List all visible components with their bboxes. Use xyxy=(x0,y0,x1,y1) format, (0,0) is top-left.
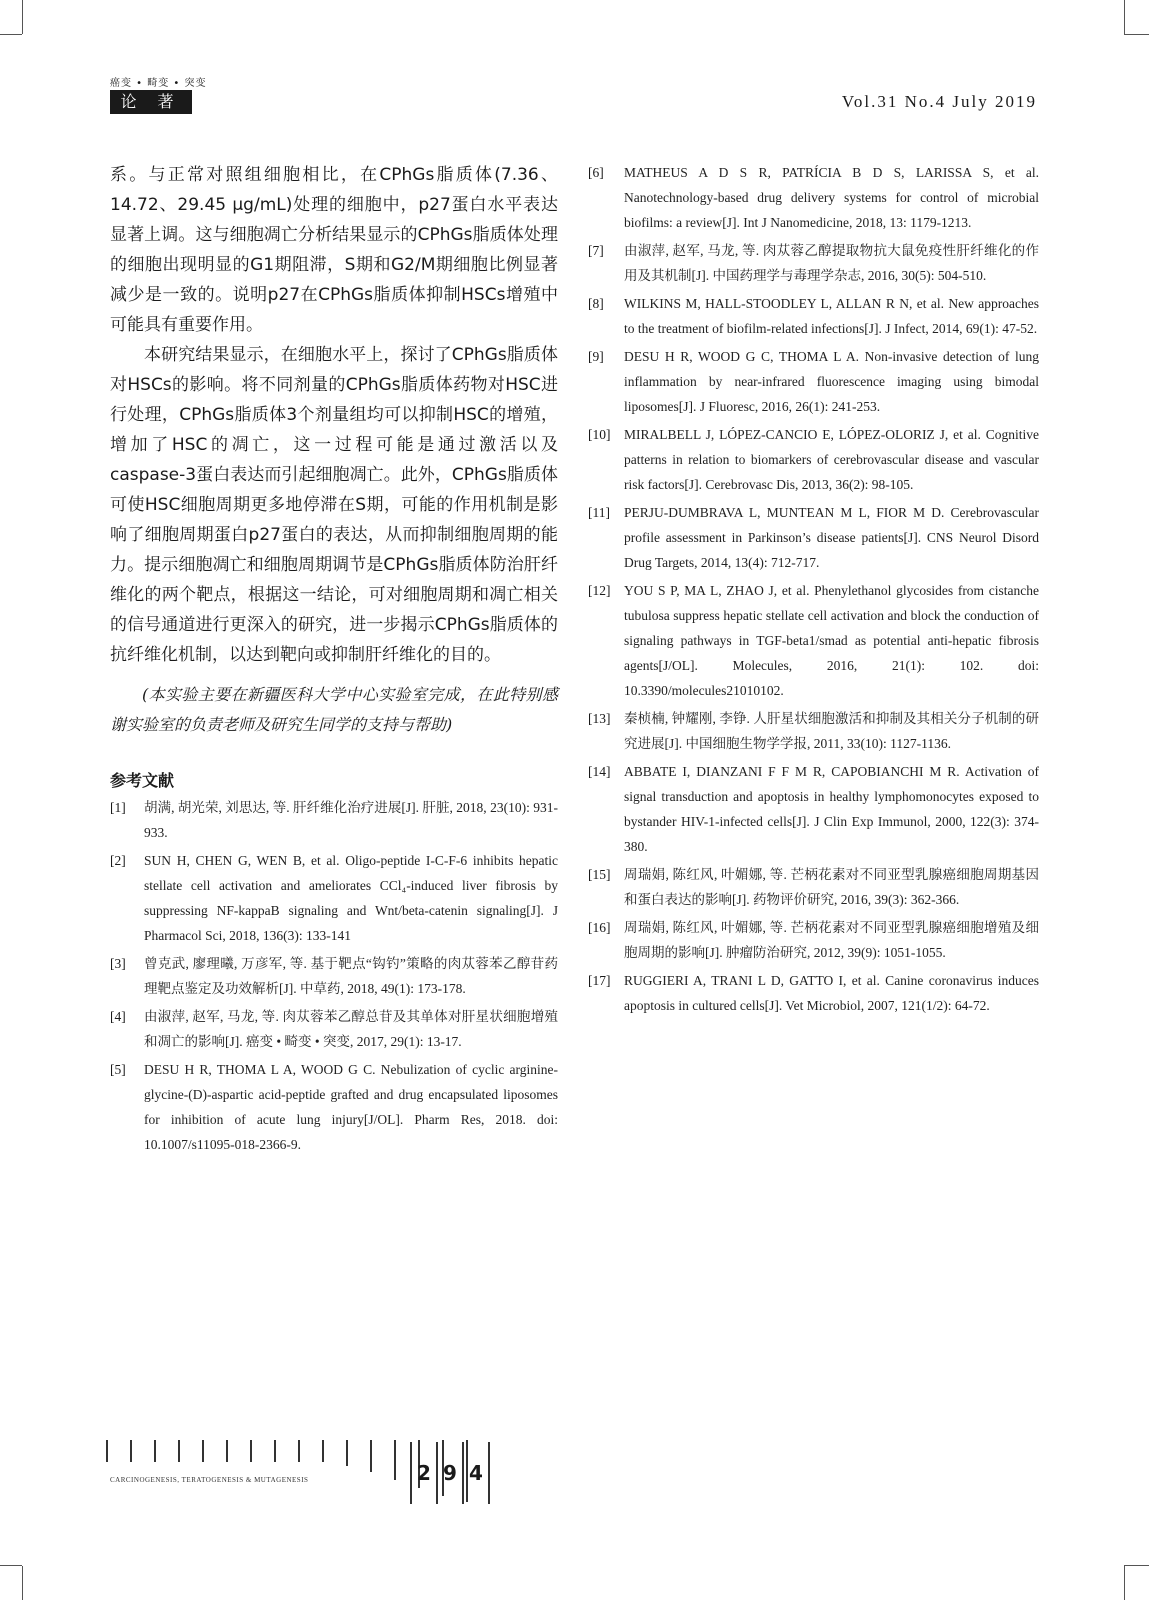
reference-text: 周瑞娟, 陈红风, 叶媚娜, 等. 芒柄花素对不同亚型乳腺癌细胞周期基因和蛋白表达的影响[J]. 药物评价研究, 2016, 39(3): 362-366. xyxy=(624,867,1039,907)
reference-text: DESU H R, WOOD G C, THOMA L A. Non-invasive detection of lung inflammation by near-infrared fluorescence imaging using bimodal liposomes[J]. J Fluoresc, 2016, 26(1): 241-253. xyxy=(624,349,1039,414)
reference-number: [16] xyxy=(588,920,611,935)
body-paragraph: 本研究结果显示，在细胞水平上，探讨了CPhGs脂质体对HSCs的影响。将不同剂量的CPhGs脂质体药物对HSC进行处理，CPhGs脂质体3个剂量组均可以抑制HSC的增殖，增加了HSC的凋亡，这一过程可能是通过激活以及caspase-3蛋白表达而引起细胞凋亡。此外，CPhGs脂质体可使HSC细胞周期更多地停滞在S期，可能的作用机制是影响了细胞周期蛋白p27蛋白的表达，从而抑制细胞周期的能力。提示细胞凋亡和细胞周期调节是CPhGs脂质体防治肝纤维化的两个靶点，根据这一结论，可对细胞周期和凋亡相关的信号通道进行更深入的研究，进一步揭示CPhGs脂质体的抗纤维化机制，以达到靶向或抑制肝纤维化的目的。 xyxy=(110,345,558,665)
page-number-digit: 4 xyxy=(462,1442,488,1504)
left-column xyxy=(110,160,558,1160)
reference-number: [13] xyxy=(588,711,611,726)
volume-info: Vol.31 No.4 July 2019 xyxy=(841,92,1037,111)
reference-number: [15] xyxy=(588,867,611,882)
reference-item xyxy=(588,968,1039,1018)
reference-text: SUN H, CHEN G, WEN B, et al. Oligo-peptide I-C-F-6 inhibits hepatic stellate cell activation and ameliorates CCl₄-induced liver fibrosis by suppressing NF-kappaB signaling and Wnt/beta-catenin signaling[J]. J Pharmacol Sci, 2018, 136(3): 133-141 xyxy=(144,853,558,943)
reference-text: 周瑞娟, 陈红风, 叶媚娜, 等. 芒柄花素对不同亚型乳腺癌细胞增殖及细胞周期的影响[J]. 肿瘤防治研究, 2012, 39(9): 1051-1055. xyxy=(624,920,1039,960)
reference-item xyxy=(588,915,1039,965)
page-number-border xyxy=(488,1442,490,1504)
reference-item xyxy=(588,344,1039,419)
reference-text: RUGGIERI A, TRANI L D, GATTO I, et al. Canine coronavirus induces apoptosis in cultured cells[J]. Vet Microbiol, 2007, 121(1/2): 64-72. xyxy=(624,973,1039,1013)
reference-text: YOU S P, MA L, ZHAO J, et al. Phenylethanol glycosides from cistanche tubulosa suppress hepatic stellate cell activation and block the conduction of signaling pathways in TGF-beta1/smad as potential anti-hepatic fibrosis agents[J/OL]. Molecules, 2016, 21(1): 102. doi: 10.3390/molecules21010102. xyxy=(624,583,1039,698)
reference-item xyxy=(588,578,1039,703)
reference-text: PERJU-DUMBRAVA L, MUNTEAN M L, FIOR M D. Cerebrovascular profile assessment in Parkinson’s disease patients[J]. CNS Neurol Disord Drug Targets, 2014, 13(4): 712-717. xyxy=(624,505,1039,570)
reference-number: [11] xyxy=(588,505,610,520)
footer-journal-name: CARCINOGENESIS, TERATOGENESIS & MUTAGENESIS xyxy=(110,1476,309,1484)
reference-number: [8] xyxy=(588,296,604,311)
reference-text: 由淑萍, 赵军, 马龙, 等. 肉苁蓉乙醇提取物抗大鼠免疫性肝纤维化的作用及其机制[J]. 中国药理学与毒理学杂志, 2016, 30(5): 504-510. xyxy=(624,243,1039,283)
right-column xyxy=(588,160,1039,1021)
crop-mark xyxy=(0,1565,22,1566)
crop-mark xyxy=(22,1566,23,1600)
reference-item xyxy=(110,951,558,1001)
reference-number: [17] xyxy=(588,973,611,988)
page-number-digit: 2 xyxy=(410,1442,436,1504)
reference-number: [1] xyxy=(110,800,126,815)
reference-text: 秦桢楠, 钟耀刚, 李铮. 人肝星状细胞激活和抑制及其相关分子机制的研究进展[J]. 中国细胞生物学学报, 2011, 33(10): 1127-1136. xyxy=(624,711,1039,751)
reference-text: ABBATE I, DIANZANI F F M R, CAPOBIANCHI M R. Activation of signal transduction and apoptosis in healthy lymphomonocytes exposed to bystander HIV-1-infected cells[J]. J Clin Exp Immunol, 2000, 122(3): 374-380. xyxy=(624,764,1039,854)
reference-item xyxy=(588,238,1039,288)
reference-number: [12] xyxy=(588,583,611,598)
reference-item xyxy=(110,848,558,948)
body-paragraph: 系。与正常对照组细胞相比，在CPhGs脂质体(7.36、14.72、29.45 μg/mL)处理的细胞中，p27蛋白水平表达显著上调。这与细胞凋亡分析结果显示的CPhGs脂质体处理的细胞出现明显的G1期阻滞，S期和G2/M期细胞比例显著减少是一致的。说明p27在CPhGs脂质体抑制HSCs增殖中可能具有重要作用。 xyxy=(110,165,558,335)
crop-mark xyxy=(1124,1565,1149,1566)
reference-text: WILKINS M, HALL-STOODLEY L, ALLAN R N, et al. New approaches to the treatment of biofilm-related infections[J]. J Infect, 2014, 69(1): 47-52. xyxy=(624,296,1039,336)
reference-number: [6] xyxy=(588,165,604,180)
acknowledgement: (本实验主要在新疆医科大学中心实验室完成，在此特别感谢实验室的负责老师及研究生同学的支持与帮助) xyxy=(110,685,558,734)
reference-number: [10] xyxy=(588,427,611,442)
reference-item xyxy=(588,759,1039,859)
reference-item xyxy=(588,422,1039,497)
reference-text: MATHEUS A D S R, PATRÍCIA B D S, LARISSA S, et al. Nanotechnology-based drug delivery systems for control of microbial biofilms: a review[J]. Int J Nanomedicine, 2018, 13: 1179-1213. xyxy=(624,165,1039,230)
reference-number: [7] xyxy=(588,243,604,258)
crop-mark xyxy=(22,0,23,34)
reference-number: [14] xyxy=(588,764,611,779)
reference-number: [3] xyxy=(110,956,126,971)
reference-item xyxy=(588,160,1039,235)
references-title: 参考文献 xyxy=(110,771,175,790)
section-tag: 论 著 xyxy=(110,90,192,114)
reference-text: DESU H R, THOMA L A, WOOD G C. Nebulization of cyclic arginine-glycine-(D)-aspartic acid-peptide grafted and drug encapsulated liposomes for inhibition of acute lung injury[J/OL]. Pharm Res, 2018. doi: 10.1007/s11095-018-2366-9. xyxy=(144,1062,558,1152)
reference-item xyxy=(588,291,1039,341)
reference-item xyxy=(588,862,1039,912)
reference-text: 曾克武, 廖理曦, 万彦军, 等. 基于靶点“钩钓”策略的肉苁蓉苯乙醇苷药理靶点鉴定及功效解析[J]. 中草药, 2018, 49(1): 173-178. xyxy=(144,956,558,996)
reference-text: MIRALBELL J, LÓPEZ-CANCIO E, LÓPEZ-OLORIZ J, et al. Cognitive patterns in relation to biomarkers of cerebrovascular disease and vascular risk factors[J]. Cerebrovasc Dis, 2013, 36(2): 98-105. xyxy=(624,427,1039,492)
reference-text: 由淑萍, 赵军, 马龙, 等. 肉苁蓉苯乙醇总苷及其单体对肝星状细胞增殖和凋亡的影响[J]. 癌变 • 畸变 • 突变, 2017, 29(1): 13-17. xyxy=(144,1009,558,1049)
crop-mark xyxy=(1124,34,1149,35)
page-number-digit: 9 xyxy=(436,1442,462,1504)
crop-mark xyxy=(0,34,22,35)
reference-text: 胡满, 胡光荣, 刘思达, 等. 肝纤维化治疗进展[J]. 肝脏, 2018, 23(10): 931-933. xyxy=(144,800,558,840)
reference-item xyxy=(588,706,1039,756)
reference-item xyxy=(588,500,1039,575)
crop-mark xyxy=(1124,1566,1125,1600)
reference-number: [9] xyxy=(588,349,604,364)
reference-item xyxy=(110,1004,558,1054)
reference-item xyxy=(110,1057,558,1157)
crop-mark xyxy=(1124,0,1125,34)
reference-item xyxy=(110,795,558,845)
reference-number: [4] xyxy=(110,1009,126,1024)
reference-number: [5] xyxy=(110,1062,126,1077)
reference-number: [2] xyxy=(110,853,126,868)
journal-name-small: 癌变 • 畸变 • 突变 xyxy=(110,78,207,89)
